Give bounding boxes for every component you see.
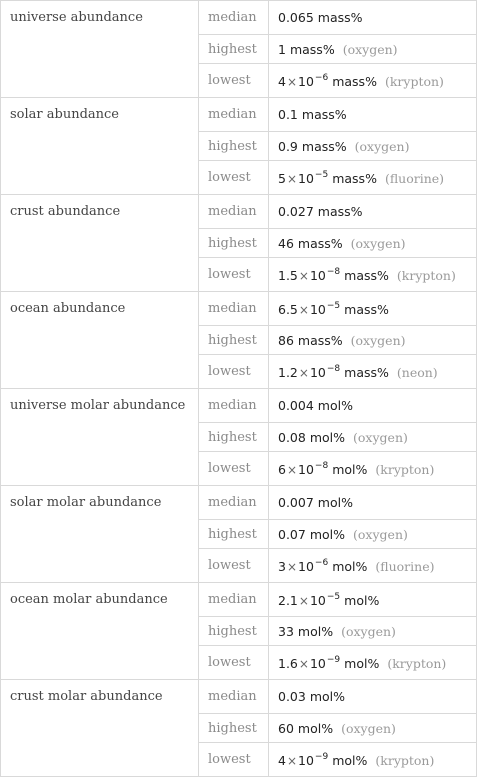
value-cell bbox=[269, 743, 477, 777]
value-unit: mass% bbox=[344, 267, 389, 283]
times-sign: × bbox=[286, 462, 298, 477]
times-sign: × bbox=[286, 753, 298, 768]
property-name: crust molar abundance bbox=[1, 680, 199, 777]
value-cell bbox=[269, 64, 477, 98]
statistic-label: highest bbox=[199, 520, 269, 549]
value-base: 10 bbox=[309, 592, 326, 608]
element-note: (fluorine) bbox=[384, 170, 445, 186]
value-unit: mol% bbox=[332, 558, 368, 574]
value-unit: mol% bbox=[309, 526, 346, 542]
property-name: ocean molar abundance bbox=[1, 583, 199, 680]
value-cell bbox=[269, 1, 477, 35]
value-unit: mol% bbox=[344, 655, 380, 671]
value-cell bbox=[269, 292, 477, 326]
value-mantissa: 0.1 bbox=[278, 107, 298, 122]
value-unit: mass% bbox=[344, 301, 389, 317]
value-mantissa: 5 bbox=[278, 170, 286, 186]
value-base: 10 bbox=[298, 558, 314, 574]
value-mantissa: 0.065 bbox=[278, 10, 314, 25]
value-exponent: −5 bbox=[326, 591, 341, 602]
value-mantissa: 1.2 bbox=[278, 364, 298, 380]
property-name: ocean abundance bbox=[1, 292, 199, 389]
value-cell bbox=[269, 583, 477, 617]
value-base: 10 bbox=[309, 301, 326, 317]
statistic-label: lowest bbox=[199, 258, 269, 292]
times-sign: × bbox=[298, 268, 309, 283]
value-cell bbox=[269, 486, 477, 520]
value-cell bbox=[269, 35, 477, 64]
value-mantissa: 6.5 bbox=[278, 301, 298, 317]
statistic-label: median bbox=[199, 292, 269, 326]
statistic-label: highest bbox=[199, 423, 269, 452]
value-exponent: −8 bbox=[326, 266, 341, 277]
times-sign: × bbox=[286, 171, 298, 186]
value-cell bbox=[269, 98, 477, 132]
statistic-label: median bbox=[199, 389, 269, 423]
value-base: 10 bbox=[298, 752, 314, 768]
value-cell bbox=[269, 355, 477, 389]
value-mantissa: 86 bbox=[278, 332, 294, 348]
value-base: 10 bbox=[298, 461, 314, 477]
statistic-label: highest bbox=[199, 35, 269, 64]
table-row bbox=[1, 680, 477, 714]
abundance-table-body bbox=[1, 1, 477, 777]
value-cell bbox=[269, 132, 477, 161]
value-unit: mass% bbox=[317, 204, 363, 219]
times-sign: × bbox=[298, 656, 309, 671]
value-cell bbox=[269, 161, 477, 195]
element-note: (oxygen) bbox=[341, 720, 396, 736]
element-note: (oxygen) bbox=[354, 138, 410, 154]
value-mantissa: 0.9 bbox=[278, 138, 298, 154]
value-unit: mol% bbox=[332, 461, 368, 477]
value-mantissa: 0.004 bbox=[278, 398, 314, 413]
value-base: 10 bbox=[309, 655, 326, 671]
table-row bbox=[1, 195, 477, 229]
statistic-label: lowest bbox=[199, 64, 269, 98]
value-mantissa: 2.1 bbox=[278, 592, 298, 608]
value-exponent: −9 bbox=[326, 654, 341, 665]
times-sign: × bbox=[286, 74, 298, 89]
element-note: (oxygen) bbox=[350, 332, 406, 348]
value-base: 10 bbox=[298, 170, 314, 186]
value-cell bbox=[269, 680, 477, 714]
value-exponent: −6 bbox=[314, 72, 329, 83]
value-exponent: −8 bbox=[314, 460, 329, 471]
table-row bbox=[1, 1, 477, 35]
value-mantissa: 1.5 bbox=[278, 267, 298, 283]
statistic-label: highest bbox=[199, 617, 269, 646]
value-unit: mol% bbox=[317, 398, 353, 413]
value-unit: mol% bbox=[344, 592, 380, 608]
times-sign: × bbox=[286, 559, 298, 574]
value-mantissa: 0.07 bbox=[278, 526, 306, 542]
statistic-label: lowest bbox=[199, 743, 269, 777]
statistic-label: highest bbox=[199, 714, 269, 743]
element-note: (fluorine) bbox=[375, 558, 435, 574]
statistic-label: median bbox=[199, 583, 269, 617]
value-cell bbox=[269, 452, 477, 486]
times-sign: × bbox=[298, 593, 309, 608]
times-sign: × bbox=[298, 365, 309, 380]
value-unit: mass% bbox=[344, 364, 389, 380]
statistic-label: median bbox=[199, 680, 269, 714]
value-cell bbox=[269, 617, 477, 646]
value-unit: mass% bbox=[289, 41, 335, 57]
element-note: (krypton) bbox=[387, 655, 447, 671]
value-mantissa: 33 bbox=[278, 623, 294, 639]
element-note: (krypton) bbox=[384, 73, 444, 89]
value-mantissa: 3 bbox=[278, 558, 286, 574]
value-unit: mol% bbox=[332, 752, 368, 768]
statistic-label: highest bbox=[199, 326, 269, 355]
property-name: universe molar abundance bbox=[1, 389, 199, 486]
value-unit: mol% bbox=[317, 495, 353, 510]
value-unit: mol% bbox=[309, 689, 346, 704]
value-cell bbox=[269, 549, 477, 583]
value-exponent: −9 bbox=[314, 751, 329, 762]
value-exponent: −5 bbox=[326, 300, 341, 311]
value-exponent: −6 bbox=[314, 557, 329, 568]
property-name: solar molar abundance bbox=[1, 486, 199, 583]
statistic-label: lowest bbox=[199, 646, 269, 680]
property-name: crust abundance bbox=[1, 195, 199, 292]
value-unit: mass% bbox=[297, 332, 343, 348]
statistic-label: lowest bbox=[199, 549, 269, 583]
value-mantissa: 60 bbox=[278, 720, 294, 736]
statistic-label: lowest bbox=[199, 161, 269, 195]
property-name: universe abundance bbox=[1, 1, 199, 98]
value-cell bbox=[269, 326, 477, 355]
value-unit: mol% bbox=[309, 429, 346, 445]
value-mantissa: 46 bbox=[278, 235, 294, 251]
value-unit: mol% bbox=[297, 623, 334, 639]
value-mantissa: 0.08 bbox=[278, 429, 306, 445]
value-unit: mass% bbox=[297, 235, 343, 251]
times-sign: × bbox=[298, 302, 309, 317]
value-base: 10 bbox=[309, 267, 326, 283]
value-base: 10 bbox=[309, 364, 326, 380]
element-note: (krypton) bbox=[375, 461, 435, 477]
element-note: (oxygen) bbox=[341, 623, 396, 639]
value-mantissa: 6 bbox=[278, 461, 286, 477]
table-row bbox=[1, 389, 477, 423]
value-cell bbox=[269, 389, 477, 423]
value-unit: mass% bbox=[332, 170, 377, 186]
element-note: (oxygen) bbox=[350, 235, 406, 251]
value-cell bbox=[269, 229, 477, 258]
value-mantissa: 4 bbox=[278, 752, 286, 768]
value-unit: mass% bbox=[301, 138, 347, 154]
element-note: (oxygen) bbox=[342, 41, 398, 57]
value-unit: mass% bbox=[332, 73, 377, 89]
table-row bbox=[1, 583, 477, 617]
element-note: (oxygen) bbox=[353, 429, 408, 445]
statistic-label: highest bbox=[199, 132, 269, 161]
value-unit: mass% bbox=[317, 10, 363, 25]
value-mantissa: 1.6 bbox=[278, 655, 298, 671]
statistic-label: lowest bbox=[199, 452, 269, 486]
value-mantissa: 0.007 bbox=[278, 495, 314, 510]
table-row bbox=[1, 98, 477, 132]
value-cell bbox=[269, 423, 477, 452]
element-note: (krypton) bbox=[375, 752, 435, 768]
value-unit: mol% bbox=[297, 720, 334, 736]
value-cell bbox=[269, 258, 477, 292]
value-unit: mass% bbox=[301, 107, 347, 122]
statistic-label: lowest bbox=[199, 355, 269, 389]
statistic-label: median bbox=[199, 195, 269, 229]
statistic-label: highest bbox=[199, 229, 269, 258]
value-mantissa: 1 bbox=[278, 41, 286, 57]
value-mantissa: 0.027 bbox=[278, 204, 314, 219]
value-base: 10 bbox=[298, 73, 314, 89]
table-row bbox=[1, 486, 477, 520]
value-exponent: −5 bbox=[314, 169, 329, 180]
element-note: (oxygen) bbox=[353, 526, 408, 542]
value-exponent: −8 bbox=[326, 363, 341, 374]
element-note: (krypton) bbox=[396, 267, 456, 283]
element-note: (neon) bbox=[396, 364, 438, 380]
value-mantissa: 4 bbox=[278, 73, 286, 89]
statistic-label: median bbox=[199, 98, 269, 132]
value-cell bbox=[269, 646, 477, 680]
value-cell bbox=[269, 195, 477, 229]
statistic-label: median bbox=[199, 486, 269, 520]
value-cell bbox=[269, 520, 477, 549]
table-row bbox=[1, 292, 477, 326]
value-mantissa: 0.03 bbox=[278, 689, 306, 704]
statistic-label: median bbox=[199, 1, 269, 35]
property-name: solar abundance bbox=[1, 98, 199, 195]
value-cell bbox=[269, 714, 477, 743]
